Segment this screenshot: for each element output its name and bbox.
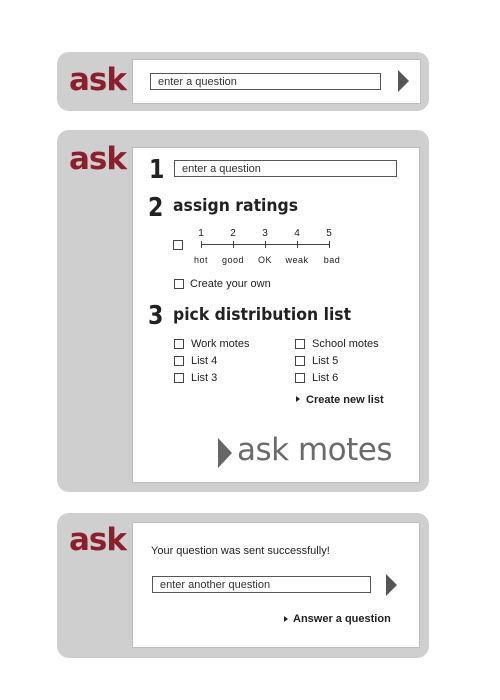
- scale-number: 4: [294, 228, 300, 239]
- step-2-number: 2: [148, 193, 164, 223]
- scale-number: 2: [230, 228, 236, 239]
- another-question-input[interactable]: enter another question: [152, 576, 371, 593]
- create-own-checkbox[interactable]: [174, 279, 184, 289]
- scale-tick: [329, 241, 330, 248]
- create-new-list-link[interactable]: Create new list: [306, 394, 384, 406]
- scale-word: good: [221, 255, 245, 265]
- question-input[interactable]: enter a question: [150, 73, 381, 90]
- list-checkbox[interactable]: [174, 356, 184, 366]
- submit-arrow-icon[interactable]: [386, 574, 397, 596]
- scale-tick: [201, 241, 202, 248]
- scale-number: 1: [198, 228, 204, 239]
- step-3-number: 3: [148, 301, 164, 331]
- ask-motes-button[interactable]: ask motes: [237, 432, 392, 468]
- scale-tick: [233, 241, 234, 248]
- compact-ask-inner: [132, 59, 421, 104]
- ask-motes-arrow-icon[interactable]: [218, 438, 232, 468]
- answer-question-link[interactable]: Answer a question: [293, 613, 391, 625]
- list-checkbox[interactable]: [295, 373, 305, 383]
- compact-ask-panel: [57, 52, 429, 111]
- scale-word: bad: [323, 255, 341, 265]
- list-checkbox[interactable]: [174, 373, 184, 383]
- step-1-number: 1: [149, 155, 165, 185]
- scale-number: 5: [326, 228, 332, 239]
- list-label: School motes: [312, 338, 379, 350]
- pick-distribution-title: pick distribution list: [173, 305, 352, 325]
- submit-arrow-icon[interactable]: [398, 70, 409, 92]
- answer-arrow-icon: [284, 616, 288, 622]
- scale-word: weak: [285, 255, 309, 265]
- scale-tick: [265, 241, 266, 248]
- ask-logo: ask: [69, 62, 126, 98]
- scale-tick: [297, 241, 298, 248]
- rating-scale-checkbox[interactable]: [173, 240, 183, 250]
- scale-word: hot: [193, 255, 208, 265]
- ask-logo: ask: [69, 522, 126, 558]
- list-checkbox[interactable]: [174, 339, 184, 349]
- list-checkbox[interactable]: [295, 356, 305, 366]
- assign-ratings-title: assign ratings: [173, 196, 299, 216]
- create-list-arrow-icon: [296, 396, 300, 402]
- list-label: Work motes: [191, 338, 250, 350]
- list-label: List 4: [191, 355, 218, 367]
- scale-number: 3: [262, 228, 268, 239]
- scale-word: OK: [257, 255, 272, 265]
- create-own-label: Create your own: [190, 278, 271, 290]
- success-message: Your question was sent successfully!: [151, 545, 330, 557]
- ask-logo: ask: [69, 141, 126, 177]
- list-label: List 3: [191, 372, 218, 384]
- list-label: List 5: [312, 355, 339, 367]
- list-checkbox[interactable]: [295, 339, 305, 349]
- list-label: List 6: [312, 372, 339, 384]
- question-input[interactable]: enter a question: [174, 160, 397, 177]
